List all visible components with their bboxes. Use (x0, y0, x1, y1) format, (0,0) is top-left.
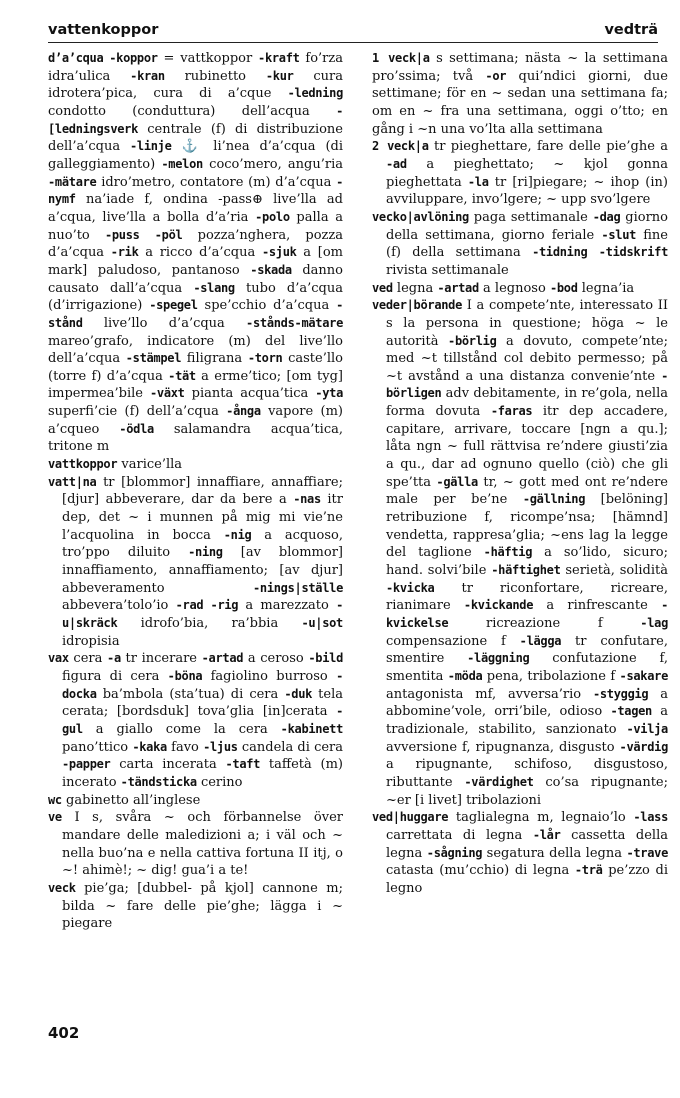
dictionary-entry: vattkoppor varice’lla (48, 457, 183, 473)
left-column (48, 50, 343, 1010)
right-column (372, 50, 668, 1010)
dictionary-entry: 2 veck|a tr pieghettare, fare delle pie’ghe a -ad a pieghettato; ~ kjol gonna pieghettata -la tr [ri]piegare; ~ ihop (in) avviluppare, invo’lgere; ~ upp svo’lgere (372, 139, 668, 208)
dictionary-entry: veck pie’ga; [dubbel- på kjol] cannone m; bilda ~ fare delle pie’ghe; lägga i ~ piegare (48, 880, 343, 932)
header-right-guide-word: vedträ (604, 22, 658, 38)
dictionary-entry: 1 veck|a s settimana; nästa ~ la settimana pro’ssima; två -or qui’ndici giorni, due settimane; för en ~ sedan una settimana fa; om en ~ fra una settimana, oggi o’tto; en gång i ~n una vo’lta alla settimana (372, 51, 668, 137)
dictionary-entry: ved legna -artad a legnoso -bod legna’ia (372, 280, 635, 296)
dictionary-entry: veder|börande I a compete’nte, interessato II s la persona in questione; höga ~ le autorità -börlig a dovuto, compete’nte; med ~t tillstånd col debito permesso; på ~t avstånd a una distanza convenie’nte -börligen adv debitamente, in re’gola, nella forma dovuta -faras itr dep accadere, capitare, arrivare, toccare [ngn a qu.]; låta ngn ~ full rättvisa re’ndere giusti’zia a qu., dar ad ognuno quello (ciò) che gli spe’tta -gälla tr, ~ gott med ont re’ndere male per be’ne -gällning [belöning] retribuzione f, ricompe’nsa; [hämnd] vendetta, rappresa’glia; ~ens lag la legge del taglione -häftig a so’lido, sicuro; hand. solvi’bile -häftighet serietà, solidità -kvicka tr riconfortare, ricreare, rianimare -kvickande a rinfrescante -kvickelse ricreazione f -lag compensazione f -lägga tr confutare, smentire -läggning confutazione f, smentita -möda pena, tribolazione f -sakare antagonista mf, avversa’rio -styggig a abbomine’vole, orri’bile, odioso -tagen a tradizionale, stabilito, sanzionato -vilja avversione f, ripugnanza, disgusto -värdig a ripugnante, schifoso, disgustoso, ributtante -värdighet co’sa ripugnante; ~er [i livet] tribolazioni (372, 298, 668, 808)
dictionary-entry: wc gabinetto all’inglese (48, 792, 201, 808)
dictionary-entry: vatt|na tr [blommor] innaffiare, annaffiare; [djur] abbeverare, dar da bere a -nas itr dep, det ~ i munnen på mig mi vie’ne l’acquolina in bocca -nig a acquoso, tro’ppo diluito -ning [av blommor] innaffiamento, annaffiamento; [av djur] abbeveramento -nings|ställe abbevera’tolo’io -rad -rig a marezzato -u|skräck idrofo’bia, ra’bbia -u|sot idropisia (48, 474, 343, 649)
header-rule (48, 42, 658, 43)
header-left-guide-word: vattenkoppor (48, 22, 159, 38)
dictionary-entry: ved|huggare taglialegna m, legnaio’lo -lass carrettata di legna -lår cassetta della legna -sågning segatura della legna -trave catasta (mu’cchio) di legna -trä pe’zzo di legno (372, 810, 668, 896)
dictionary-entry: d’a’cqua -koppor = vattkoppor -kraft fo’rza idra’ulica -kran rubinetto -kur cura idrotera’pica, cura di a’cque -ledning condotto (conduttura) dell’acqua -[ledningsverk centrale (f) di distribuzione dell’a’cqua -linje ⚓ li’nea d’a’cqua (di galleggiamento) -melon coco’mero, angu’ria -mätare idro’metro, contatore (m) d’a’cqua -nymf na’iade f, ondina -pass⊕ live’lla ad a’cqua, live’lla a bolla d’a’ria -polo palla a nuo’to -puss -pöl pozza’nghera, pozza d’a’cqua -rik a ricco d’a’cqua -sjuk a [om mark] paludoso, pantanoso -skada danno causato dall’a’cqua -slang tubo d’a’cqua (d’irrigazione) -spegel spe’cchio d’a’cqua -stånd live’llo d’a’cqua -stånds-mätare mareo’grafo, indicatore (m) del live’llo dell’a’cqua -stämpel filigrana -torn caste’llo (torre f) d’a’cqua -tät a erme’tico; [om tyg] impermea’bile -växt pianta acqua’tica -yta superfi’cie (f) dell’a’cqua -ånga vapore (m) a’cqueo -ödla salamandra acqua’tica, tritone m (48, 51, 343, 455)
running-header (48, 14, 658, 38)
dictionary-entry: vax cera -a tr incerare -artad a ceroso -bild figura di cera -böna fagiolino burroso -docka ba’mbola (sta’tua) di cera -duk tela cerata; [bordsduk] tova’glia [in]cerata -gul a giallo come la cera -kabinett pano’ttico -kaka favo -ljus candela di cera -papper carta incerata -taft taffetà (m) incerato -tändsticka cerino (48, 651, 343, 790)
page-number: 402 (48, 1024, 80, 1042)
dictionary-entry: vecko|avlöning paga settimanale -dag giorno della settimana, giorno feriale -slut fine (f) della settimana -tidning -tidskrift rivista settimanale (372, 209, 668, 278)
dictionary-entry: ve I s, svåra ~ och förbannelse över mandare delle maledizioni a; i väl och ~ nella buo’na e nella cattiva fortuna II itj, o ~! ahimè!; ~ dig! gua’i a te! (48, 810, 343, 879)
